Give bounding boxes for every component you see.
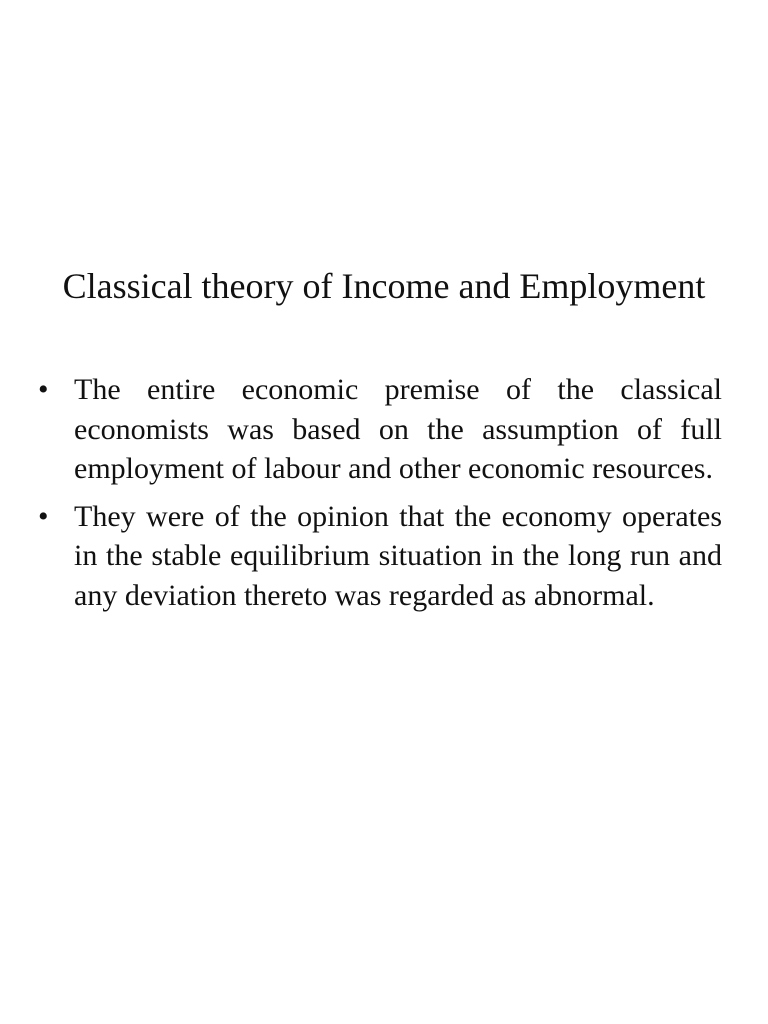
bullet-text: The entire economic premise of the classical economists was based on the assumption of full employment of labour and other economic resources. (74, 373, 722, 485)
bullet-item (32, 497, 722, 616)
bullet-item (32, 370, 722, 489)
bullet-icon: • (38, 499, 49, 533)
bullet-list (32, 370, 722, 623)
bullet-text: They were of the opinion that the economy operates in the stable equilibrium situation in the long run and any deviation thereto was regarded as abnormal. (74, 499, 722, 612)
slide-title: Classical theory of Income and Employment (62, 266, 706, 306)
bullet-icon: • (38, 373, 49, 406)
